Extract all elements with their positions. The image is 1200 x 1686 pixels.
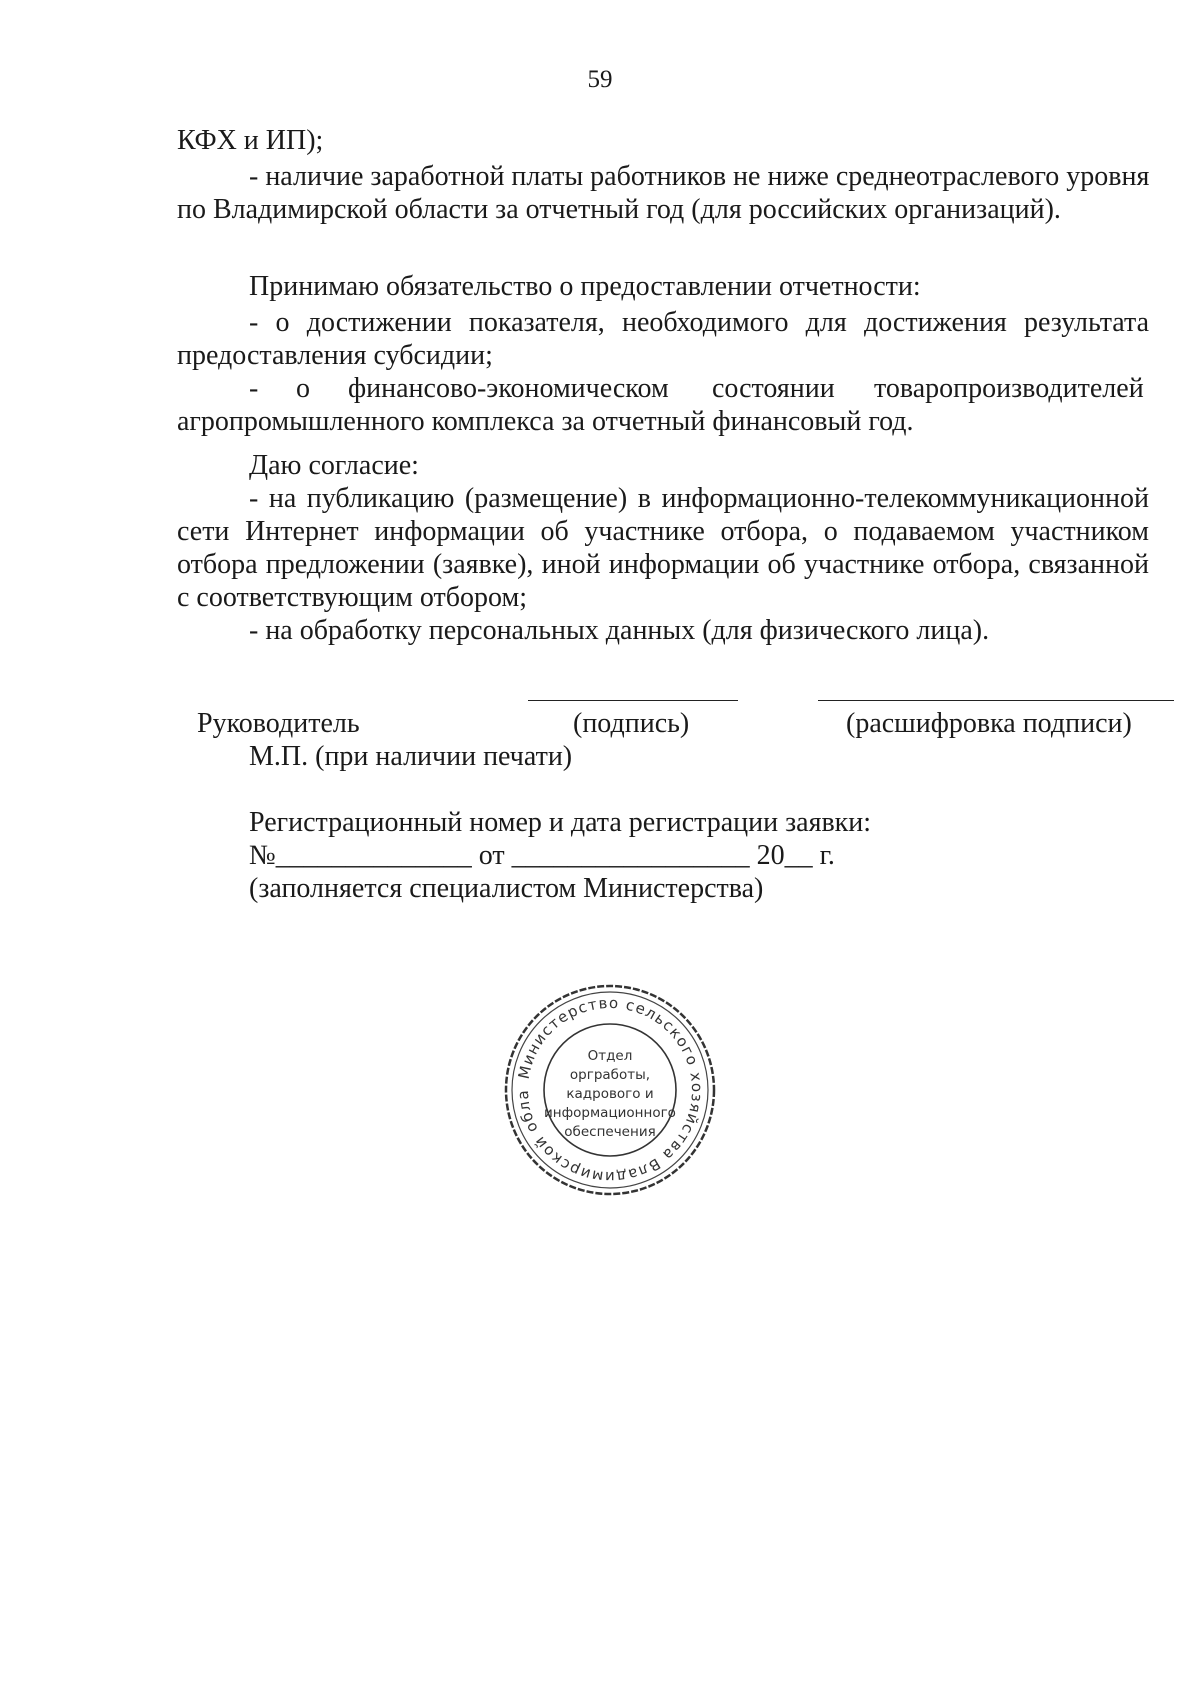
reporting-item-2-word-o: о [296,373,310,404]
consent-item-1-line-3: отбора предложении (заявке), иной информации об участнике отбора, связанной [177,549,1149,580]
signature-label: (подпись) [573,708,690,739]
stamp-center-line-1: Отдел [587,1048,633,1064]
reporting-item-2-line-2: агропромышленного комплекса за отчетный финансовый год. [177,406,914,437]
consent-item-2: - на обработку персональных данных (для физического лица). [249,615,990,646]
stamp-center-line-2: оргработы, [569,1067,651,1083]
stamp-center-line-3: кадрового и [566,1086,654,1102]
reporting-item-1-line-2: предоставления субсидии; [177,340,493,371]
conditions-line-2: - наличие заработной платы работников не ниже среднеотраслевого уровня [249,161,1150,192]
head-label: Руководитель [197,708,360,739]
reporting-item-2-word-1: финансово-экономическом [348,373,669,404]
stamp-ring-text: Министерство сельского хозяйства Владимирской обла [513,993,707,1187]
reporting-item-1-line-1: - о достижении показателя, необходимого для достижения результата [249,307,1149,338]
stamp-center-line-4: информационного [544,1105,676,1121]
reporting-intro: Принимаю обязательство о предоставлении отчетности: [249,271,921,302]
stamp-icon [500,980,720,1200]
registration-note: (заполняется специалистом Министерства) [249,873,764,904]
signature-decode-label: (расшифровка подписи) [846,708,1132,739]
reporting-item-2-word-2: состоянии [712,373,835,404]
consent-intro: Даю согласие: [249,450,419,481]
consent-item-1-line-2: сети Интернет информации об участнике отбора, о подаваемом участником [177,516,1149,547]
stamp-center-line-5: обеспечения [564,1124,656,1140]
reporting-item-2-word-3: товаропроизводителей [874,373,1144,404]
consent-item-1-line-1: - на публикацию (размещение) в информационно-телекоммуникационной [249,483,1149,514]
page-number: 59 [587,66,613,93]
reporting-item-2-dash: - [249,373,259,404]
registration-title: Регистрационный номер и дата регистрации заявки: [249,807,872,838]
seal-label: М.П. (при наличии печати) [249,741,573,772]
consent-item-1-line-4: с соответствующим отбором; [177,582,527,613]
signature-line [528,700,738,701]
signature-decode-line [818,700,1174,701]
conditions-line-3: по Владимирской области за отчетный год (для российских организаций). [177,194,1061,225]
registration-number-line: №______________ от _________________ 20__ г. [249,840,835,871]
conditions-line-1: КФХ и ИП); [177,125,324,156]
department-stamp [500,980,720,1200]
